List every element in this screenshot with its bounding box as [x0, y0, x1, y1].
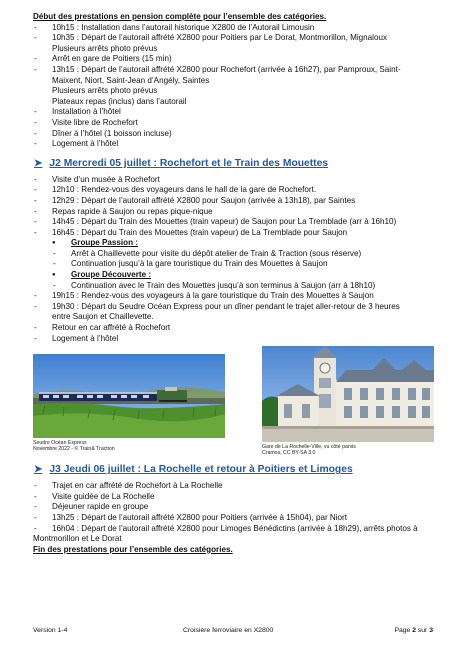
item-text: Repas rapide à Saujon ou repas pique-nique	[52, 206, 213, 216]
list-item	[33, 217, 443, 228]
item-text: Visite d’un musée à Rochefort	[52, 174, 160, 184]
item-text: Visite guidée de La Rochelle	[52, 491, 155, 501]
list-item	[33, 302, 443, 313]
list-item	[33, 107, 443, 118]
item-text: Visite libre de Rochefort	[52, 117, 138, 127]
train-photo	[33, 354, 225, 438]
item-continuation: Plateaux repas (inclus) dans l’autorail	[52, 96, 187, 106]
page-label: Page	[394, 627, 411, 634]
caption-line: Cramos, CC BY-SA 3.0	[262, 450, 316, 457]
item-text: 13h25 : Départ de l’autorail affrété X2800 pour Poitiers (arrivée à 15h04), par Niort	[52, 513, 347, 522]
day-title-text: J3 Jeudi 06 juillet : La Rochelle et retour à Poitiers et Limoges	[49, 464, 353, 476]
footer-page-number	[394, 627, 433, 635]
item-text: 12h10 : Rendez-vous des voyageurs dans le hall de la gare de Rochefort.	[52, 185, 317, 195]
list-item	[33, 291, 443, 302]
caption-line: Novembre 2022 - © Train& Traction	[33, 446, 115, 453]
arrow-bullet-icon: ➤	[34, 464, 43, 476]
day-title-j2	[34, 157, 443, 170]
list-item	[33, 33, 443, 44]
list-item	[33, 118, 443, 129]
item-text: 13h15 : Départ de l’autorail affrété X2800 pour Rochefort (arrivée à 16h27), par Pamproux, Saint-	[52, 64, 401, 74]
caption-line: Gare de La Rochelle-Ville, vu côté parvis	[262, 444, 356, 451]
page-sep: sur	[417, 627, 428, 634]
list-item	[33, 502, 443, 513]
photo-caption-right	[262, 444, 356, 456]
item-text: 10h15 : Installation dans l’autorail historique X2800 de l’Autorail Limousin	[52, 22, 315, 32]
list-item	[33, 323, 443, 334]
list-item	[33, 524, 443, 535]
intro-list	[33, 23, 443, 150]
group-label: Groupe Passion :	[71, 238, 139, 248]
item-text: 16h45 : Départ du Train des Mouettes (train vapeur) de La Tremblade pour Saujon	[52, 227, 348, 237]
j2-list	[33, 175, 443, 239]
list-item	[33, 54, 443, 65]
item-text: Continuation jusqu’à la gare touristique du Train des Mouettes à Saujon	[71, 259, 328, 269]
list-item	[33, 228, 443, 239]
item-text: Déjeuner rapide en groupe	[52, 502, 149, 512]
item-continuation: Plusieurs arrêts photo prévus	[52, 43, 158, 53]
j3-list	[33, 481, 443, 534]
item-text: Arrêt à Chaillevette pour visite du dépôt atelier de Train & Traction (sous réserve)	[71, 248, 362, 258]
item-continuation: Plusieurs arrêts photo prévus	[52, 86, 158, 96]
caption-line: Seudre Océan Express	[33, 440, 87, 447]
list-item	[33, 492, 443, 503]
item-text: Trajet en car affrété de Rochefort à La Rochelle	[52, 481, 223, 491]
station-photo	[262, 346, 434, 442]
list-item	[33, 139, 443, 150]
photos-row	[33, 346, 443, 456]
j2-groups	[33, 238, 443, 291]
item-text: Installation à l’hôtel	[52, 107, 121, 117]
item-continuation: entre Saujon et Chaillevette.	[52, 312, 154, 322]
footer-doc-title: Croisière ferroviaire en X2800	[183, 627, 274, 634]
list-item	[33, 513, 443, 524]
item-text: Continuation avec le Train des Mouettes jusqu’à son terminus à Saujon (arr à 18h10)	[71, 280, 376, 290]
list-item	[33, 175, 443, 186]
day-title-j3	[34, 463, 443, 476]
j2-list-2	[33, 291, 443, 344]
item-text: 19h15 : Rendez-vous des voyageurs à la gare touristique du Train des Mouettes à Saujon	[52, 291, 374, 301]
item-text: 19h30 : Départ du Seudre Océan Express pour un dîner pendant le trajet aller-retour de 3 heures	[52, 301, 400, 311]
list-item	[33, 481, 443, 492]
photo-caption-left	[33, 440, 115, 452]
list-item	[33, 259, 443, 270]
item-text: Arrêt en gare de Poitiers (15 min)	[52, 54, 172, 64]
list-item	[33, 281, 443, 292]
group-passion	[33, 238, 443, 249]
list-item	[33, 207, 443, 218]
page-num: 2	[412, 627, 416, 634]
item-text: Logement à l’hôtel	[52, 333, 119, 343]
item-text: 16h04 : Départ de l’autorail affrété X2800 pour Limoges Bénédictins (arrivée à 18h29), arrêts photos à	[52, 523, 418, 533]
item-text: 10h35 : Départ de l’autorail affrété X2800 pour Poitiers par Le Dorat, Montmorillon, Mignaloux	[52, 33, 388, 43]
end-heading: Fin des prestations pour l’ensemble des catégories.	[33, 544, 233, 554]
list-item	[33, 65, 443, 76]
group-decouverte	[33, 270, 443, 281]
list-item	[33, 249, 443, 260]
page-total: 3	[429, 627, 433, 634]
item-text: 12h29 : Départ de l’autorail affrété X2800 pour Saujon (arrivée à 13h18), par Saintes	[52, 195, 356, 205]
list-item	[33, 129, 443, 140]
page-content	[33, 12, 443, 555]
group-label: Groupe Découverte :	[71, 270, 152, 280]
list-item	[33, 185, 443, 196]
list-item	[33, 196, 443, 207]
item-text: 14h45 : Départ du Train des Mouettes (train vapeur) de Saujon pour La Tremblade (arr à 16h10)	[52, 217, 397, 227]
item-text: Retour en car affrété à Rochefort	[52, 323, 171, 333]
list-item	[33, 334, 443, 345]
arrow-bullet-icon: ➤	[34, 157, 43, 169]
item-continuation: Maixent, Niort, Saint-Jean d’Angély, Saintes	[52, 75, 210, 85]
item-text: Logement à l’hôtel	[52, 139, 119, 149]
intro-heading: Début des prestations en pension complète pour l’ensemble des catégories.	[33, 12, 327, 21]
item-text: Dîner à l’hôtel (1 boisson incluse)	[52, 128, 172, 138]
day-title-text: J2 Mercredi 05 juillet : Rochefort et le Train des Mouettes	[49, 157, 329, 169]
footer-version: Version 1-4	[33, 627, 68, 634]
item-continuation: Montmorillon et Le Dorat	[33, 534, 122, 544]
list-item	[33, 23, 443, 34]
